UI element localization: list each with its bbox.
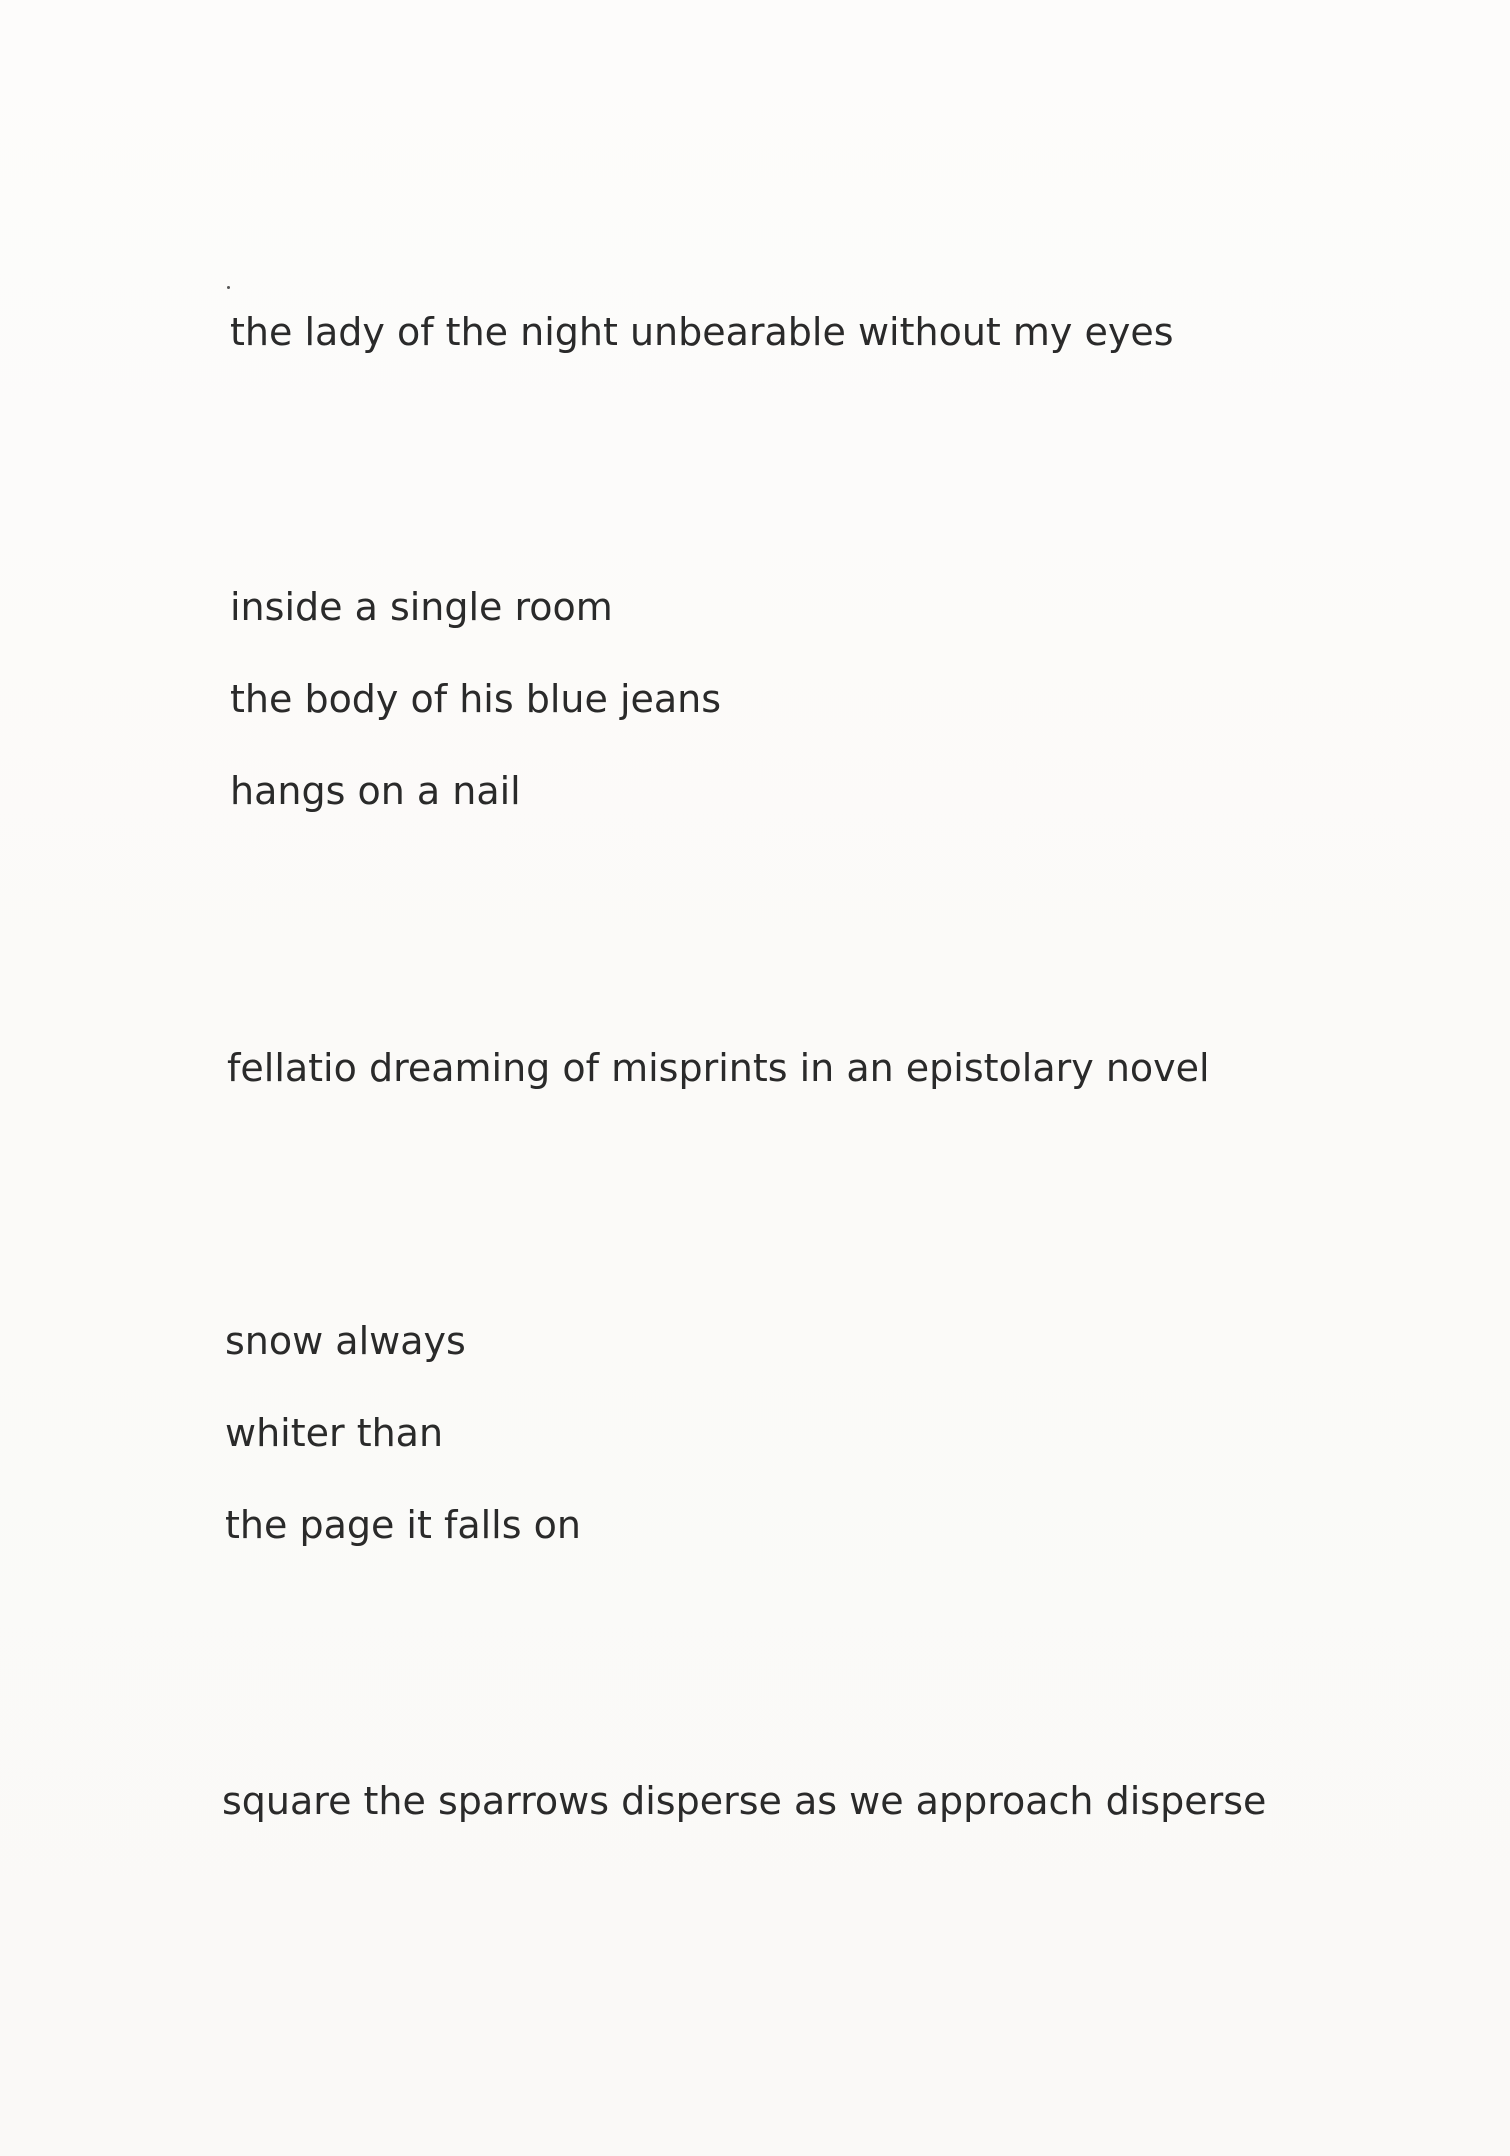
poem-line: the lady of the night unbearable without my eyes bbox=[230, 310, 1174, 354]
stanza-5 bbox=[222, 1755, 1266, 1847]
poem-line: whiter than bbox=[225, 1411, 444, 1455]
stanza-4 bbox=[225, 1295, 581, 1571]
poem-line: the body of his blue jeans bbox=[230, 677, 722, 721]
poem-line: snow always bbox=[225, 1319, 466, 1363]
poem-line: square the sparrows disperse as we approach disperse bbox=[222, 1779, 1267, 1823]
poem-line: the page it falls on bbox=[225, 1503, 581, 1547]
poem-line: fellatio dreaming of misprints in an epistolary novel bbox=[227, 1046, 1210, 1090]
poem-line: hangs on a nail bbox=[230, 769, 521, 813]
stanza-1 bbox=[230, 286, 1174, 378]
poem-line: inside a single room bbox=[230, 585, 613, 629]
stanza-3 bbox=[227, 1022, 1210, 1114]
stanza-2 bbox=[230, 561, 721, 837]
